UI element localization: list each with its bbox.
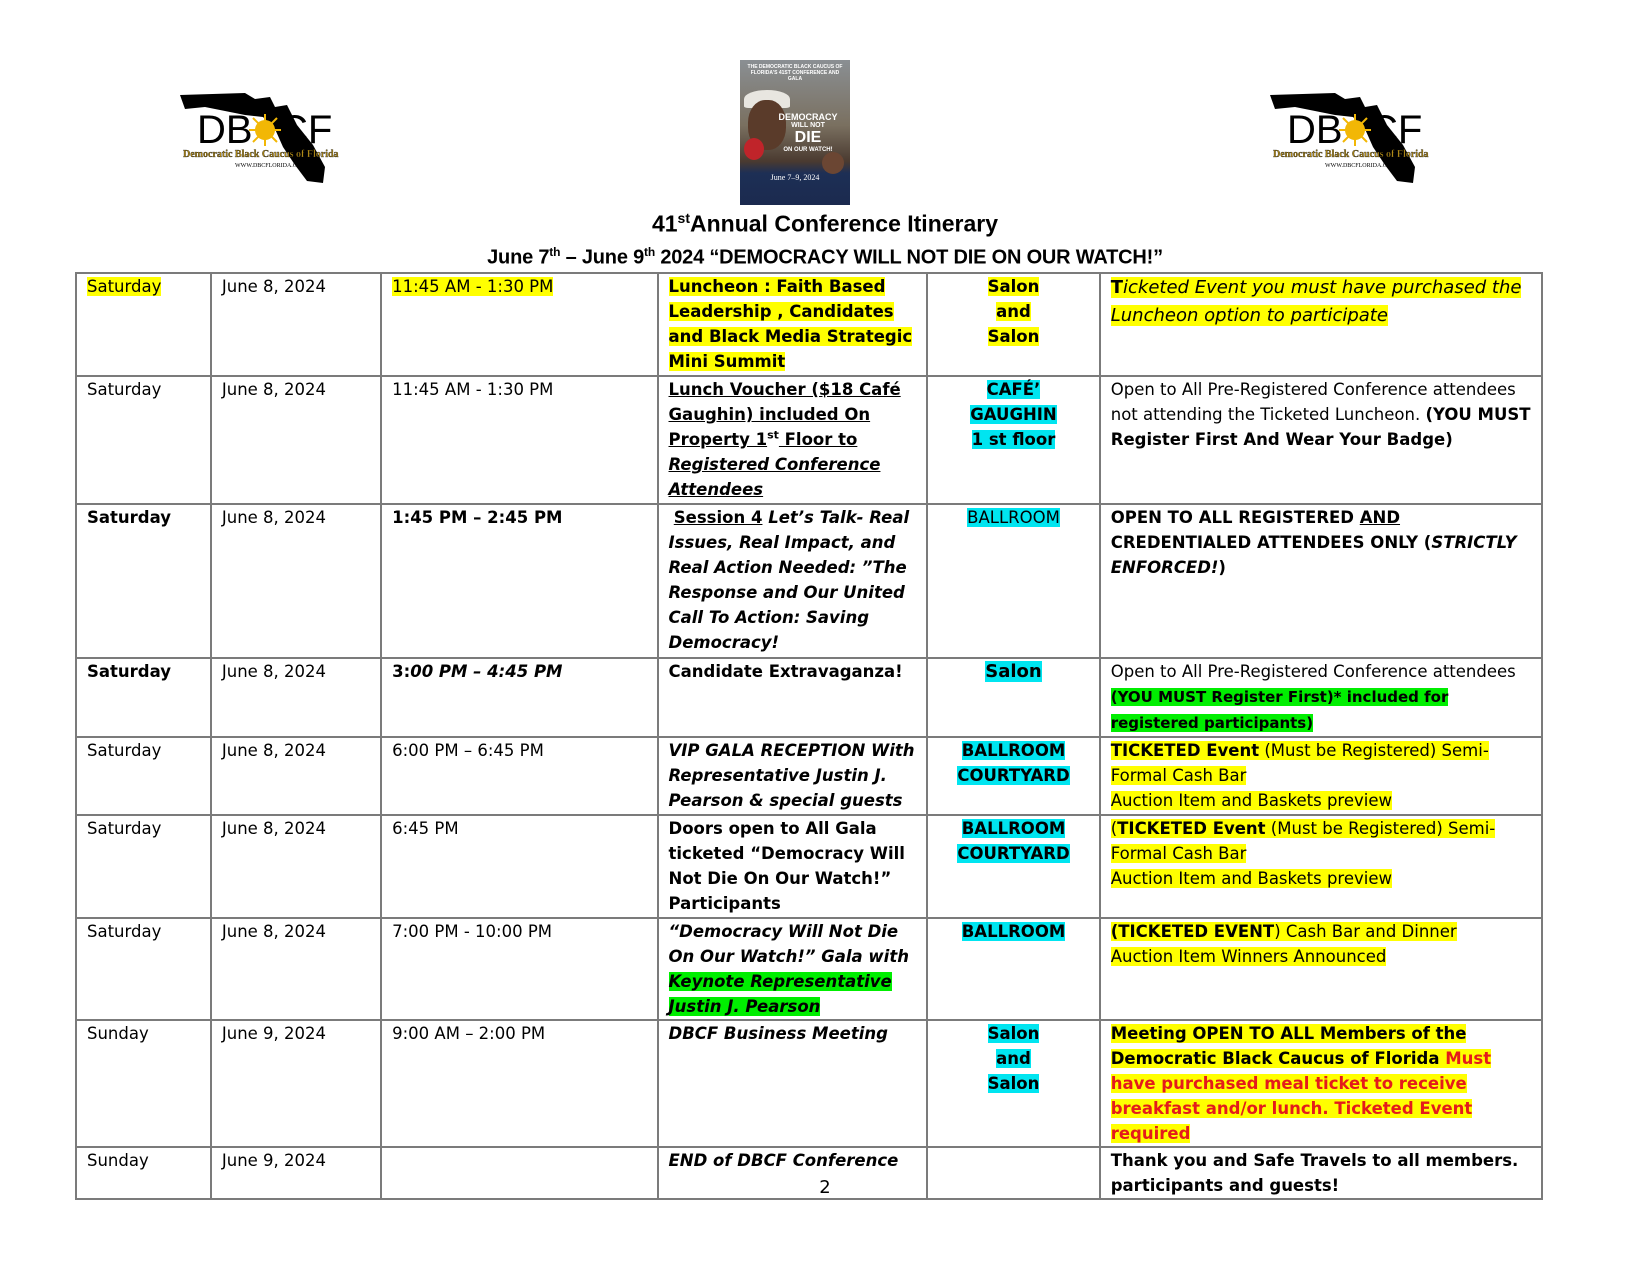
day-cell: Saturday bbox=[76, 918, 211, 1020]
florida-map-icon bbox=[1265, 85, 1455, 185]
notes-cell: Thank you and Safe Travels to all members. participants and guests! bbox=[1100, 1147, 1542, 1199]
event-cell: Session 4 Let’s Talk- Real Issues, Real Impact, and Real Action Needed: ”The Response and Our United Call To Action: Saving Democracy! bbox=[658, 504, 928, 658]
table-row bbox=[76, 737, 1542, 815]
page-title: 41stAnnual Conference Itinerary bbox=[651, 210, 999, 237]
day-cell: Saturday bbox=[76, 737, 211, 815]
event-cell: Doors open to All Gala ticketed “Democracy Will Not Die On Our Watch!” Participants bbox=[658, 815, 928, 918]
svg-text:CF: CF bbox=[1369, 108, 1423, 152]
event-cell: VIP GALA RECEPTION With Representative Justin J. Pearson & special guests bbox=[658, 737, 928, 815]
notes-cell: (TICKETED EVENT) Cash Bar and Dinner Auction Item Winners Announced bbox=[1100, 918, 1542, 1020]
date-cell: June 9, 2024 bbox=[211, 1020, 381, 1147]
location-cell: BALLROOM bbox=[927, 918, 1099, 1020]
notes-cell: Meeting OPEN TO ALL Members of the Democratic Black Caucus of Florida Must have purchased meal ticket to receive breakfast and/or lunch. Ticketed Event required bbox=[1100, 1020, 1542, 1147]
date-cell: June 9, 2024 bbox=[211, 1147, 381, 1199]
poster-top-text: THE DEMOCRATIC BLACK CAUCUS OF FLORIDA'S 41ST CONFERENCE AND GALA bbox=[747, 64, 843, 82]
day-cell: Saturday bbox=[76, 376, 211, 504]
day-cell: Saturday bbox=[76, 815, 211, 918]
table-row bbox=[76, 815, 1542, 918]
location-cell: BALLROOM COURTYARD bbox=[927, 737, 1099, 815]
notes-cell: Ticketed Event you must have purchased the Luncheon option to participate bbox=[1100, 273, 1542, 376]
time-cell: 9:00 AM – 2:00 PM bbox=[381, 1020, 657, 1147]
day-cell: Saturday bbox=[76, 504, 211, 658]
event-cell: DBCF Business Meeting bbox=[658, 1020, 928, 1147]
date-cell: June 8, 2024 bbox=[211, 504, 381, 658]
event-cell: Candidate Extravaganza! bbox=[658, 658, 928, 737]
svg-text:CF: CF bbox=[279, 108, 333, 152]
day-cell: Saturday bbox=[76, 273, 211, 376]
notes-cell: OPEN TO ALL REGISTERED AND CREDENTIALED ATTENDEES ONLY (STRICTLY ENFORCED!) bbox=[1100, 504, 1542, 658]
date-cell: June 8, 2024 bbox=[211, 737, 381, 815]
svg-text:DB: DB bbox=[197, 108, 253, 152]
notes-cell: Open to All Pre-Registered Conference attendees (YOU MUST Register First)* included for registered participants) bbox=[1100, 658, 1542, 737]
table-row bbox=[76, 658, 1542, 737]
dbcf-logo-left bbox=[175, 85, 365, 185]
florida-map-icon bbox=[175, 85, 365, 185]
svg-text:DB: DB bbox=[1287, 108, 1343, 152]
page-number: 2 bbox=[819, 1177, 831, 1198]
svg-text:WWW.DBCFLORIDA.ORG: WWW.DBCFLORIDA.ORG bbox=[235, 163, 306, 169]
table-row bbox=[76, 918, 1542, 1020]
event-cell: END of DBCF Conference bbox=[658, 1147, 928, 1199]
date-cell: June 8, 2024 bbox=[211, 918, 381, 1020]
table-row bbox=[76, 504, 1542, 658]
time-cell: 11:45 AM - 1:30 PM bbox=[381, 273, 657, 376]
location-cell: Salon and Salon bbox=[927, 1020, 1099, 1147]
location-cell: Salon bbox=[927, 658, 1099, 737]
conference-poster-image bbox=[740, 60, 850, 205]
time-cell: 1:45 PM – 2:45 PM bbox=[381, 504, 657, 658]
date-cell: June 8, 2024 bbox=[211, 658, 381, 737]
notes-cell: Open to All Pre-Registered Conference attendees not attending the Ticketed Luncheon. (YOU MUST Register First And Wear Your Badge) bbox=[1100, 376, 1542, 504]
event-cell: Lunch Voucher ($18 Café Gaughin) included On Property 1st Floor to Registered Conference Attendees bbox=[658, 376, 928, 504]
event-cell: “Democracy Will Not Die On Our Watch!” Gala with Keynote Representative Justin J. Pearson bbox=[658, 918, 928, 1020]
poster-headline: DEMOCRACY WILL NOT DIE ON OUR WATCH! bbox=[778, 112, 838, 153]
dbcf-logo-right bbox=[1265, 85, 1455, 185]
time-cell: 3:00 PM – 4:45 PM bbox=[381, 658, 657, 737]
time-cell: 6:45 PM bbox=[381, 815, 657, 918]
location-cell: Salon and Salon bbox=[927, 273, 1099, 376]
date-cell: June 8, 2024 bbox=[211, 376, 381, 504]
table-row bbox=[76, 376, 1542, 504]
notes-cell: TICKETED Event (Must be Registered) Semi-Formal Cash Bar Auction Item and Baskets preview bbox=[1100, 737, 1542, 815]
poster-date: June 7–9, 2024 bbox=[770, 173, 820, 182]
notes-cell: (TICKETED Event (Must be Registered) Semi-Formal Cash Bar Auction Item and Baskets preview bbox=[1100, 815, 1542, 918]
poster-figure bbox=[744, 138, 764, 160]
location-cell: BALLROOM bbox=[927, 504, 1099, 658]
table-row bbox=[76, 273, 1542, 376]
day-cell: Sunday bbox=[76, 1147, 211, 1199]
time-cell: 6:00 PM – 6:45 PM bbox=[381, 737, 657, 815]
time-cell: 7:00 PM - 10:00 PM bbox=[381, 918, 657, 1020]
poster-figure bbox=[822, 152, 844, 174]
itinerary-table bbox=[75, 272, 1543, 1200]
date-cell: June 8, 2024 bbox=[211, 273, 381, 376]
time-cell: 11:45 AM - 1:30 PM bbox=[381, 376, 657, 504]
day-cell: Sunday bbox=[76, 1020, 211, 1147]
table-row bbox=[76, 1020, 1542, 1147]
svg-text:Democratic Black Caucus of Flo: Democratic Black Caucus of Florida bbox=[1273, 149, 1429, 160]
day-cell: Saturday bbox=[76, 658, 211, 737]
location-cell: CAFÉ’ GAUGHIN 1 st floor bbox=[927, 376, 1099, 504]
date-cell: June 8, 2024 bbox=[211, 815, 381, 918]
svg-text:WWW.DBCFLORIDA.ORG: WWW.DBCFLORIDA.ORG bbox=[1325, 163, 1396, 169]
svg-text:Democratic Black Caucus of Flo: Democratic Black Caucus of Florida bbox=[183, 149, 339, 160]
page-subtitle: June 7th – June 9th 2024 “DEMOCRACY WILL NOT DIE ON OUR WATCH!” bbox=[487, 245, 1163, 269]
event-cell: Luncheon : Faith Based Leadership , Candidates and Black Media Strategic Mini Summit bbox=[658, 273, 928, 376]
location-cell: BALLROOM COURTYARD bbox=[927, 815, 1099, 918]
